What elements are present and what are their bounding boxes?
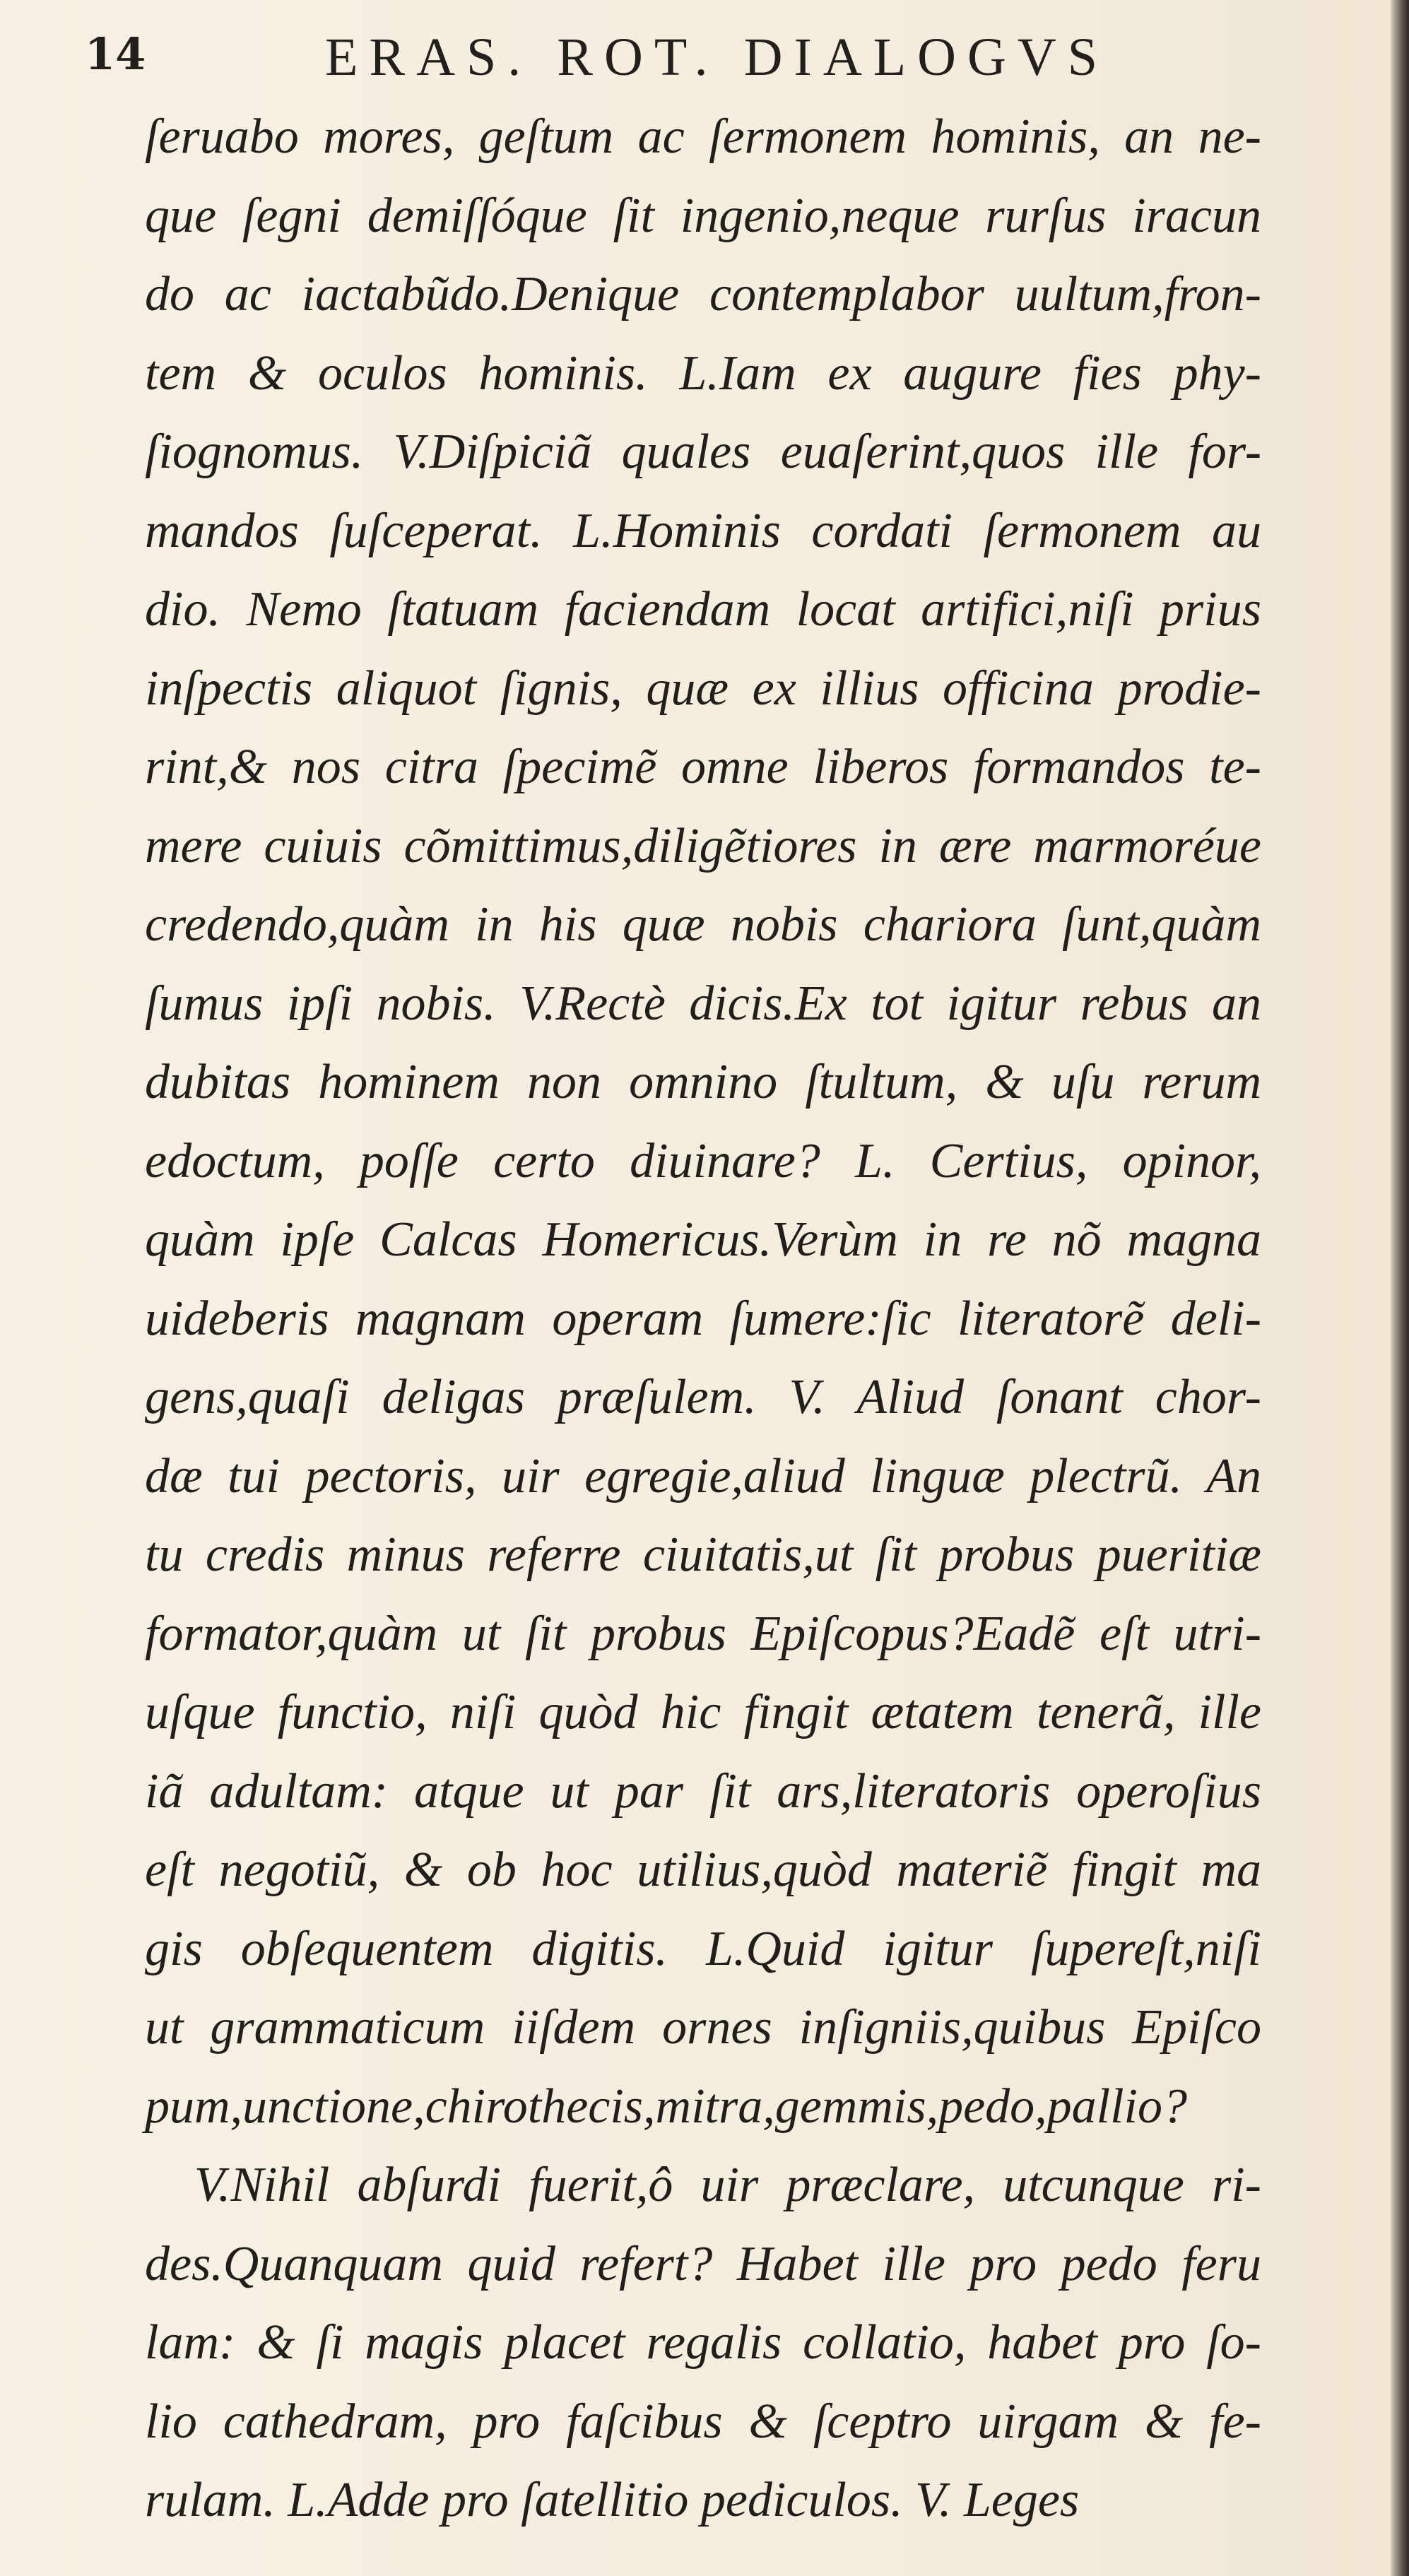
- text-line: uſque functio, niſi quòd hic fingit ætatem tenerã, ille: [145, 1685, 1261, 1739]
- text-line: inſpectis aliquot ſignis, quæ ex illius officina prodie-: [145, 661, 1261, 716]
- text-line: rint,& nos citra ſpecimẽ omne liberos formandos te-: [145, 740, 1261, 794]
- page-gutter-shadow: [1391, 0, 1409, 2576]
- page-number: 14: [85, 28, 146, 80]
- text-line: do ac iactabũdo.Denique contemplabor uultum,fron-: [145, 267, 1261, 321]
- text-line: rulam. L.Adde pro ſatellitio pediculos. V. Leges: [145, 2473, 1080, 2527]
- text-line: tu credis minus referre ciuitatis,ut ſit probus pueritiæ: [145, 1528, 1261, 1582]
- text-line: dæ tui pectoris, uir egregie,aliud linguæ plectrũ. An: [145, 1448, 1261, 1503]
- text-line: dubitas hominem non omnino ſtultum, & uſu rerum: [145, 1055, 1261, 1109]
- text-line: mandos ſuſceperat. L.Hominis cordati ſermonem au: [145, 503, 1261, 558]
- text-line: credendo,quàm in his quæ nobis chariora ſunt,quàm: [145, 897, 1261, 952]
- text-line: V.Nihil abſurdi fuerit,ô uir præclare, utcunque ri-: [194, 2158, 1261, 2212]
- text-line: formator,quàm ut ſit probus Epiſcopus?Eadẽ eſt utri-: [145, 1606, 1261, 1661]
- text-line: tem & oculos hominis. L.Iam ex augure fies phy-: [145, 345, 1261, 401]
- text-line: uideberis magnam operam ſumere:ſic literatorẽ deli-: [145, 1291, 1261, 1346]
- text-line: dio. Nemo ſtatuam faciendam locat artifici,niſi prius: [145, 582, 1261, 637]
- text-line: lio cathedram, pro faſcibus & ſceptro uirgam & fe-: [145, 2394, 1261, 2449]
- text-line: ſeruabo mores, geſtum ac ſermonem hominis, an ne-: [145, 110, 1261, 164]
- text-line: des.Quanquam quid refert? Habet ille pro pedo feru: [145, 2236, 1261, 2291]
- text-line: que ſegni demiſſóque ſit ingenio,neque rurſus iracun: [145, 188, 1261, 243]
- text-line: mere cuiuis cõmittimus,diligẽtiores in ære marmoréue: [145, 818, 1261, 873]
- text-line: gens,quaſi deligas præſulem. V. Aliud ſonant chor-: [145, 1370, 1261, 1424]
- text-line: edoctum, poſſe certo diuinare? L. Certius, opinor,: [145, 1133, 1261, 1188]
- text-line: pum,unctione,chirothecis,mitra,gemmis,pedo,pallio?: [145, 2079, 1187, 2134]
- text-line: quàm ipſe Calcas Homericus.Verùm in re nõ magna: [145, 1212, 1261, 1267]
- text-line: lam: & ſi magis placet regalis collatio, habet pro ſo-: [145, 2315, 1261, 2370]
- text-line: ut grammaticum iiſdem ornes inſigniis,quibus Epiſco: [145, 2000, 1261, 2055]
- running-head: ERAS. ROT. DIALOGVS: [325, 28, 1109, 87]
- text-line: gis obſequentem digitis. L.Quid igitur ſupereſt,niſi: [145, 1921, 1261, 1976]
- body-text: [145, 98, 1261, 2540]
- text-line: iã adultam: atque ut par ſit ars,literatoris operoſius: [145, 1763, 1261, 1819]
- text-line: eſt negotiũ, & ob hoc utilius,quòd materiẽ fingit ma: [145, 1843, 1261, 1897]
- text-line: ſiognomus. V.Diſpiciã quales euaſerint,quos ille for-: [145, 425, 1261, 479]
- text-line: ſumus ipſi nobis. V.Rectè dicis.Ex tot igitur rebus an: [145, 976, 1261, 1031]
